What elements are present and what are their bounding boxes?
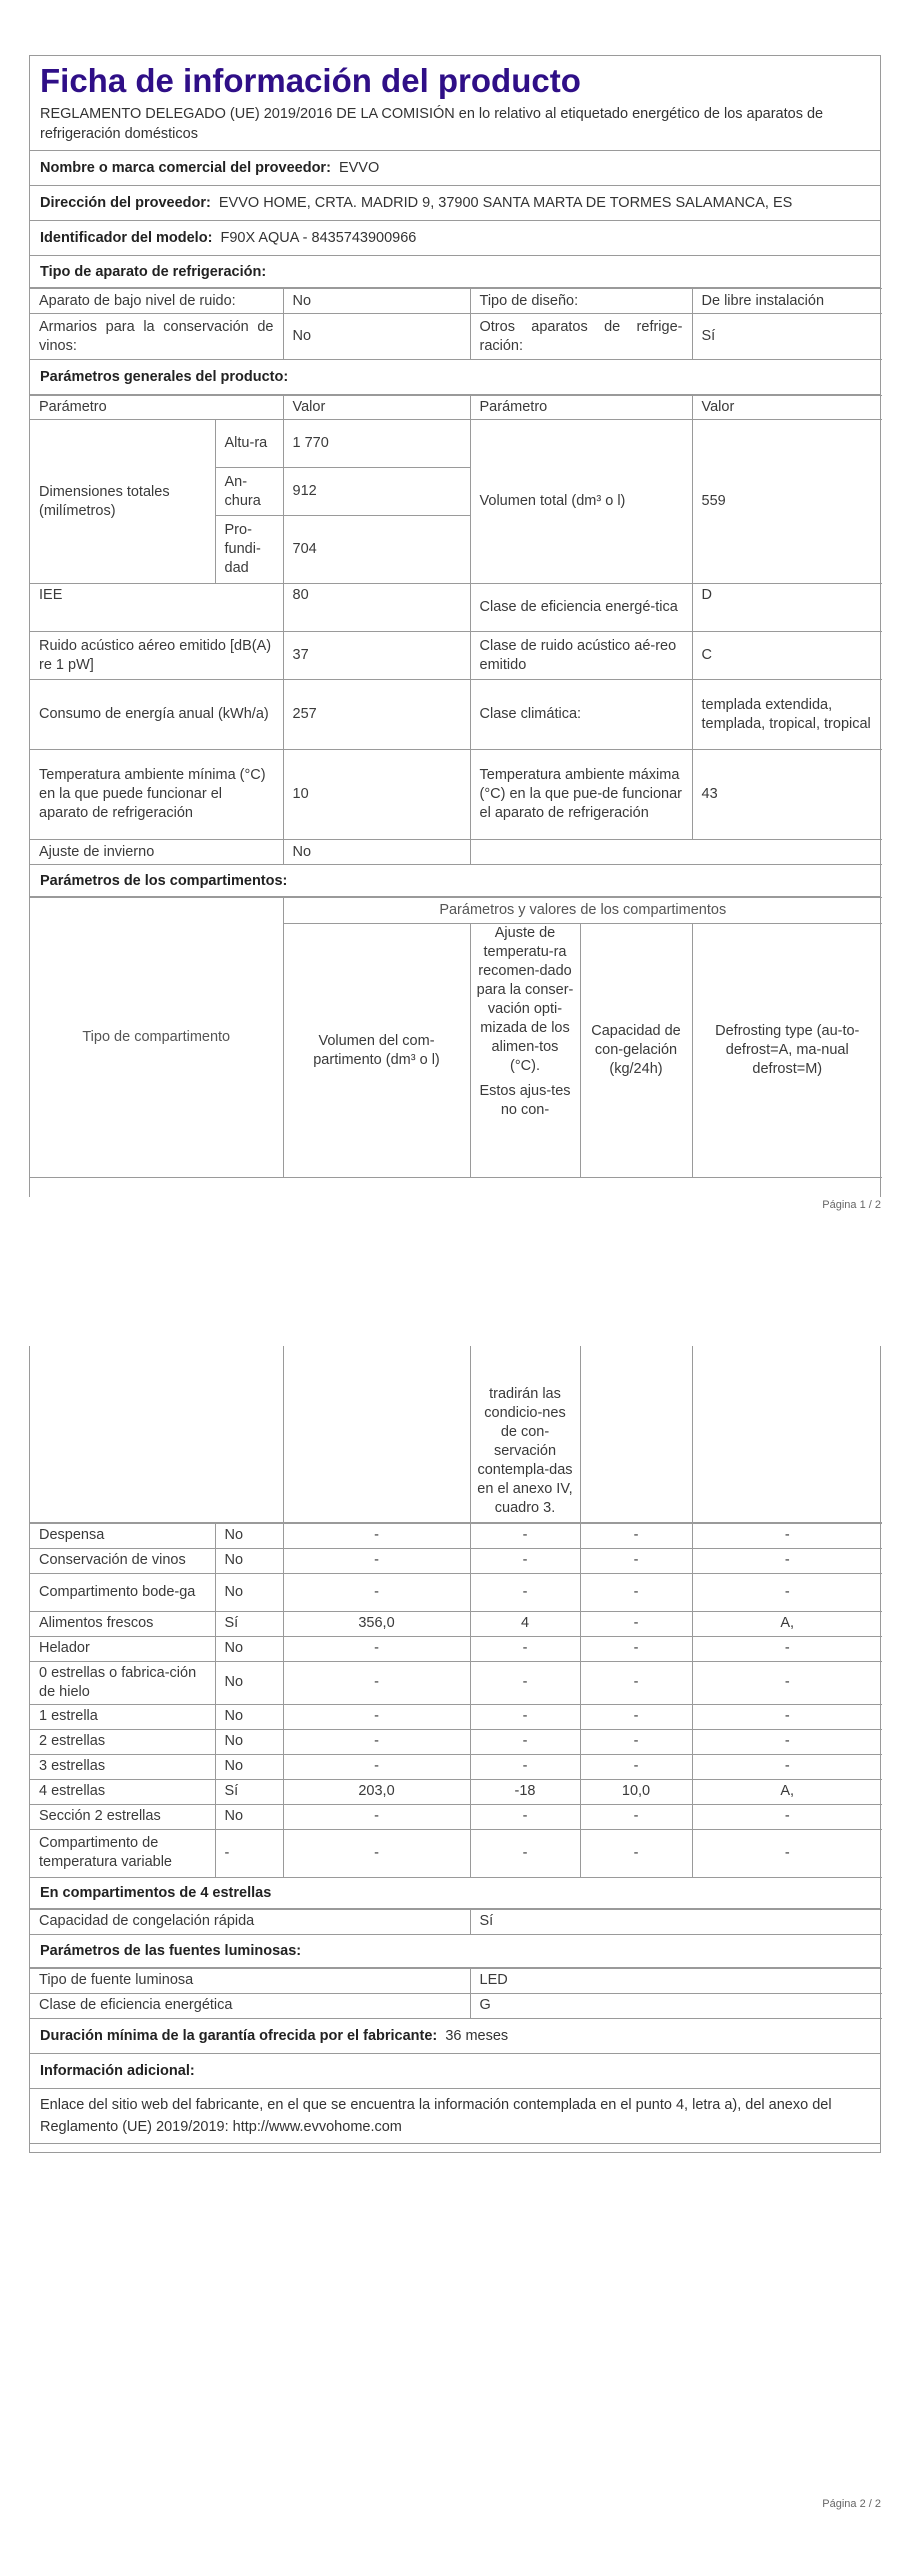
four-star-heading: En compartimentos de 4 estrellas [40, 1884, 272, 1901]
compartment-defrost-type: A, [692, 1779, 882, 1804]
compartment-present: Sí [215, 1611, 283, 1636]
compartment-present: No [215, 1523, 283, 1548]
compartment-freeze-capacity: - [580, 1729, 692, 1754]
product-sheet-part-2 [29, 1346, 881, 2153]
compartment-volume: - [283, 1829, 470, 1877]
compartment-present: Sí [215, 1779, 283, 1804]
model-identifier-value: F90X AQUA - 8435743900966 [220, 230, 417, 246]
compartment-temp: - [470, 1636, 580, 1661]
iee-value: 80 [283, 584, 470, 632]
compartment-defrost-type: - [692, 1573, 882, 1611]
compartment-freeze-capacity: - [580, 1573, 692, 1611]
compartment-freeze-capacity: - [580, 1661, 692, 1704]
compartment-defrost-type: - [692, 1661, 882, 1704]
empty-cell [470, 840, 882, 865]
compartment-rows-table [30, 1523, 882, 1878]
compartment-row [30, 1829, 882, 1877]
compartment-row [30, 1804, 882, 1829]
compartment-freeze-capacity: - [580, 1523, 692, 1548]
iee-label: IEE [30, 584, 283, 632]
additional-info-heading-row [30, 2054, 880, 2089]
appliance-type-table [30, 288, 882, 360]
compartment-present: No [215, 1573, 283, 1611]
supplier-name-value: EVVO [338, 160, 380, 176]
supplier-address-value: EVVO HOME, CRTA. MADRID 9, 37900 SANTA MARTA DE TORMES SALAMANCA, ES [218, 195, 793, 211]
design-type-label: Tipo de diseño: [470, 289, 692, 314]
page-number-2: Página 2 / 2 [822, 2498, 881, 2510]
page-number-1: Página 1 / 2 [822, 1199, 881, 1211]
compartment-present: - [215, 1829, 283, 1877]
compartment-defrost-type: - [692, 1636, 882, 1661]
page-title: Ficha de información del producto [40, 62, 581, 99]
compartment-name: Compartimento bode-ga [30, 1573, 215, 1611]
light-type-value: LED [470, 1968, 882, 1993]
header-continuation-volume [283, 1346, 470, 1522]
compartment-freeze-capacity: - [580, 1704, 692, 1729]
compartment-volume: - [283, 1523, 470, 1548]
general-params-table [30, 395, 882, 865]
low-noise-label: Aparato de bajo nivel de ruido: [30, 289, 283, 314]
volume-header: Volumen del com-partimento (dm³ o l) [283, 924, 470, 1178]
col-param-header-2: Parámetro [470, 396, 692, 420]
compartment-temp: - [470, 1548, 580, 1573]
compartment-name: Compartimento de temperatura variable [30, 1829, 215, 1877]
compartment-freeze-capacity: - [580, 1804, 692, 1829]
compartment-defrost-type: - [692, 1729, 882, 1754]
climate-class-value: templada extendida, templada, tropical, tropical [692, 680, 882, 750]
compartment-row [30, 1636, 882, 1661]
noise-class-value: C [692, 632, 882, 680]
four-star-table [30, 1909, 882, 1935]
compartment-row [30, 1573, 882, 1611]
compartment-volume: - [283, 1548, 470, 1573]
compartment-present: No [215, 1754, 283, 1779]
noise-label: Ruido acústico aéreo emitido [dB(A) re 1 pW] [30, 632, 283, 680]
compartment-present: No [215, 1704, 283, 1729]
four-star-heading-row [30, 1878, 880, 1909]
compartment-present: No [215, 1804, 283, 1829]
compartments-header-table [30, 897, 882, 1178]
fast-freeze-label: Capacidad de congelación rápida [30, 1909, 470, 1934]
compartments-heading-row [30, 865, 880, 897]
compartment-temp: - [470, 1573, 580, 1611]
recommended-temp-header: Ajuste de temperatu-ra recomen-dado para la conser-vación opti-mizada de los alimen-tos (°C). Estos ajus-tes no con- [470, 924, 580, 1178]
compartment-volume: - [283, 1729, 470, 1754]
additional-info-heading: Información adicional: [40, 2062, 195, 2079]
additional-info-text: Enlace del sitio web del fabricante, en el que se encuentra la información contemplada en el punto 4, letra a), del anexo del Reglamento (UE) 2019/2019: http://www.evvohome.com [30, 2089, 880, 2144]
defrost-type-header: Defrosting type (au-to-defrost=A, ma-nual defrost=M) [692, 924, 882, 1178]
compartment-volume: 203,0 [283, 1779, 470, 1804]
compartment-freeze-capacity: 10,0 [580, 1779, 692, 1804]
supplier-name-label: Nombre o marca comercial del proveedor: [40, 160, 331, 176]
page-2 [0, 1240, 905, 2560]
compartment-defrost-type: - [692, 1548, 882, 1573]
compartment-freeze-capacity: - [580, 1611, 692, 1636]
compartment-row [30, 1754, 882, 1779]
compartment-defrost-type: - [692, 1829, 882, 1877]
model-identifier-label: Identificador del modelo: [40, 230, 213, 246]
compartment-present: No [215, 1729, 283, 1754]
col-value-header-2: Valor [692, 396, 882, 420]
energy-class-label: Clase de eficiencia energé-tica [470, 584, 692, 632]
col-param-header: Parámetro [30, 396, 283, 420]
compartment-temp: - [470, 1661, 580, 1704]
compartment-volume: - [283, 1704, 470, 1729]
warranty-label: Duración mínima de la garantía ofrecida por el fabricante: [40, 2027, 438, 2044]
winter-setting-value: No [283, 840, 470, 865]
compartment-row [30, 1729, 882, 1754]
regulation-subtitle: REGLAMENTO DELEGADO (UE) 2019/2016 DE LA COMISIÓN en lo relativo al etiquetado energético de los aparatos de refrigeración domésticos [30, 104, 880, 151]
compartment-present: No [215, 1548, 283, 1573]
compartment-row [30, 1779, 882, 1804]
light-heading: Parámetros de las fuentes luminosas: [40, 1942, 302, 1959]
height-label: Altu-ra [215, 420, 283, 468]
compartment-volume: - [283, 1636, 470, 1661]
compartment-name: Helador [30, 1636, 215, 1661]
compartment-name: 2 estrellas [30, 1729, 215, 1754]
energy-consumption-label: Consumo de energía anual (kWh/a) [30, 680, 283, 750]
compartment-name: Alimentos frescos [30, 1611, 215, 1636]
energy-consumption-value: 257 [283, 680, 470, 750]
depth-label: Pro-fundi-dad [215, 516, 283, 584]
compartment-row [30, 1611, 882, 1636]
recommended-temp-header-continued: tradirán las condicio-nes de con-servación contempla-das en el anexo IV, cuadro 3. [470, 1346, 580, 1522]
compartment-row [30, 1661, 882, 1704]
col-value-header: Valor [283, 396, 470, 420]
light-heading-row [30, 1935, 880, 1968]
fast-freeze-value: Sí [470, 1909, 882, 1934]
width-label: An-chura [215, 468, 283, 516]
compartment-name: 0 estrellas o fabrica-ción de hielo [30, 1661, 215, 1704]
supplier-name-row [30, 151, 880, 186]
compartment-name: 3 estrellas [30, 1754, 215, 1779]
min-temp-value: 10 [283, 750, 470, 840]
max-temp-value: 43 [692, 750, 882, 840]
compartment-name: Sección 2 estrellas [30, 1804, 215, 1829]
compartment-present: No [215, 1661, 283, 1704]
width-value: 912 [283, 468, 470, 516]
product-sheet-part-1 [29, 55, 881, 1197]
compartment-volume: - [283, 1804, 470, 1829]
compartment-freeze-capacity: - [580, 1754, 692, 1779]
other-appliance-label: Otros aparatos de refrige-ración: [470, 314, 692, 360]
model-identifier-row [30, 221, 880, 256]
general-params-heading: Parámetros generales del producto: [40, 369, 289, 385]
compartment-volume: - [283, 1754, 470, 1779]
appliance-type-heading: Tipo de aparato de refrigeración: [40, 263, 267, 280]
compartment-freeze-capacity: - [580, 1636, 692, 1661]
compartment-temp: - [470, 1829, 580, 1877]
compartment-volume: - [283, 1573, 470, 1611]
light-table [30, 1968, 882, 2019]
compartment-params-group-header: Parámetros y valores de los compartimentos [283, 898, 882, 924]
compartment-defrost-type: - [692, 1704, 882, 1729]
dimensions-label: Dimensiones totales (milímetros) [30, 420, 215, 584]
warranty-value: 36 meses [445, 2027, 509, 2044]
wine-storage-value: No [283, 314, 470, 360]
header-continuation-type [30, 1346, 283, 1522]
compartment-temp: 4 [470, 1611, 580, 1636]
noise-class-label: Clase de ruido acústico aé-reo emitido [470, 632, 692, 680]
total-volume-value: 559 [692, 420, 882, 584]
compartment-name: 1 estrella [30, 1704, 215, 1729]
noise-value: 37 [283, 632, 470, 680]
min-temp-label: Temperatura ambiente mínima (°C) en la que puede funcionar el aparato de refrigeración [30, 750, 283, 840]
compartment-name: Conservación de vinos [30, 1548, 215, 1573]
compartment-type-header: Tipo de compartimento [30, 898, 283, 1178]
light-class-value: G [470, 1993, 882, 2018]
low-noise-value: No [283, 289, 470, 314]
light-class-label: Clase de eficiencia energética [30, 1993, 470, 2018]
compartment-defrost-type: A, [692, 1611, 882, 1636]
supplier-address-label: Dirección del proveedor: [40, 195, 211, 211]
compartment-name: 4 estrellas [30, 1779, 215, 1804]
light-type-label: Tipo de fuente luminosa [30, 1968, 470, 1993]
design-type-value: De libre instalación [692, 289, 882, 314]
compartments-heading: Parámetros de los compartimentos: [40, 872, 288, 889]
compartment-row [30, 1548, 882, 1573]
appliance-type-heading-row [30, 256, 880, 288]
compartment-defrost-type: - [692, 1754, 882, 1779]
compartments-continued-table [30, 1346, 882, 1523]
header-continuation-defrost [692, 1346, 882, 1522]
header-continuation-freeze [580, 1346, 692, 1522]
general-params-heading-row [30, 360, 880, 395]
freezing-capacity-header: Capacidad de con-gelación (kg/24h) [580, 924, 692, 1178]
climate-class-label: Clase climática: [470, 680, 692, 750]
wine-storage-label: Armarios para la conservación de vinos: [30, 314, 283, 360]
compartment-volume: - [283, 1661, 470, 1704]
compartment-volume: 356,0 [283, 1611, 470, 1636]
compartment-name: Despensa [30, 1523, 215, 1548]
compartment-freeze-capacity: - [580, 1829, 692, 1877]
compartment-row [30, 1704, 882, 1729]
compartment-present: No [215, 1636, 283, 1661]
winter-setting-label: Ajuste de invierno [30, 840, 283, 865]
warranty-row [30, 2019, 880, 2054]
height-value: 1 770 [283, 420, 470, 468]
compartment-defrost-type: - [692, 1523, 882, 1548]
compartment-temp: - [470, 1729, 580, 1754]
compartment-temp: - [470, 1754, 580, 1779]
compartment-freeze-capacity: - [580, 1548, 692, 1573]
compartment-temp: - [470, 1804, 580, 1829]
compartment-temp: -18 [470, 1779, 580, 1804]
compartment-temp: - [470, 1523, 580, 1548]
energy-class-value: D [692, 584, 882, 632]
total-volume-label: Volumen total (dm³ o l) [470, 420, 692, 584]
depth-value: 704 [283, 516, 470, 584]
compartment-row [30, 1523, 882, 1548]
supplier-address-row [30, 186, 880, 221]
compartment-temp: - [470, 1704, 580, 1729]
other-appliance-value: Sí [692, 314, 882, 360]
page-1 [0, 0, 905, 1240]
max-temp-label: Temperatura ambiente máxima (°C) en la que pue-de funcionar el aparato de refrigeración [470, 750, 692, 840]
compartment-defrost-type: - [692, 1804, 882, 1829]
